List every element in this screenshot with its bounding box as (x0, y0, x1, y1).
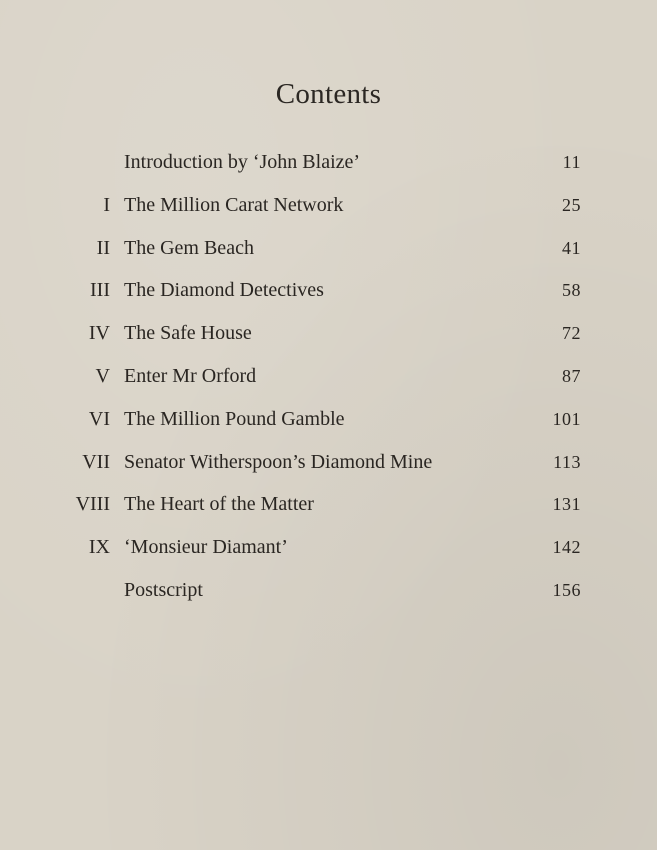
page-number: 72 (562, 323, 581, 344)
chapter-title: The Million Pound Gamble (124, 407, 345, 430)
toc-entry-postscript (0, 576, 657, 619)
page-number: 11 (562, 152, 581, 172)
chapter-numeral: I (103, 193, 110, 216)
chapter-numeral: IX (88, 536, 110, 559)
toc-entry-chapter-8 (0, 490, 657, 533)
chapter-numeral: VI (88, 407, 110, 430)
page-number: 101 (552, 408, 581, 429)
page-number: 25 (562, 194, 581, 215)
toc-entry-introduction (0, 148, 657, 191)
toc-entry-chapter-3 (0, 276, 657, 319)
page-number: 156 (552, 579, 581, 600)
toc-entry-chapter-2 (0, 234, 657, 277)
chapter-title: Introduction by ‘John Blaize’ (124, 151, 361, 173)
toc-entry-chapter-5 (0, 362, 657, 405)
page-number: 41 (562, 237, 581, 258)
chapter-title: Postscript (124, 578, 203, 601)
chapter-title: The Safe House (124, 322, 252, 345)
chapter-title: The Diamond Detectives (124, 279, 324, 302)
table-of-contents (0, 148, 657, 619)
toc-entry-chapter-1 (0, 191, 657, 234)
chapter-title: The Gem Beach (124, 236, 254, 259)
chapter-numeral: VII (82, 450, 110, 473)
chapter-title: ‘Monsieur Diamant’ (124, 536, 288, 559)
chapter-numeral: II (96, 236, 110, 259)
chapter-title: Enter Mr Orford (124, 364, 257, 387)
chapter-numeral: IV (88, 322, 110, 345)
chapter-title: Senator Witherspoon’s Diamond Mine (124, 450, 433, 473)
page-number: 87 (562, 365, 581, 386)
chapter-numeral: V (95, 364, 110, 387)
chapter-title: The Heart of the Matter (124, 493, 314, 516)
toc-entry-chapter-9 (0, 533, 657, 576)
page-number: 113 (553, 451, 581, 472)
page-number: 131 (552, 494, 581, 515)
toc-entry-chapter-7 (0, 448, 657, 491)
page-number: 142 (552, 537, 581, 558)
chapter-numeral: III (90, 279, 110, 302)
toc-entry-chapter-6 (0, 405, 657, 448)
page-number: 58 (562, 280, 581, 301)
chapter-title: The Million Carat Network (124, 193, 344, 216)
chapter-numeral: VIII (75, 493, 110, 516)
contents-heading: Contents (275, 78, 382, 110)
toc-entry-chapter-4 (0, 319, 657, 362)
